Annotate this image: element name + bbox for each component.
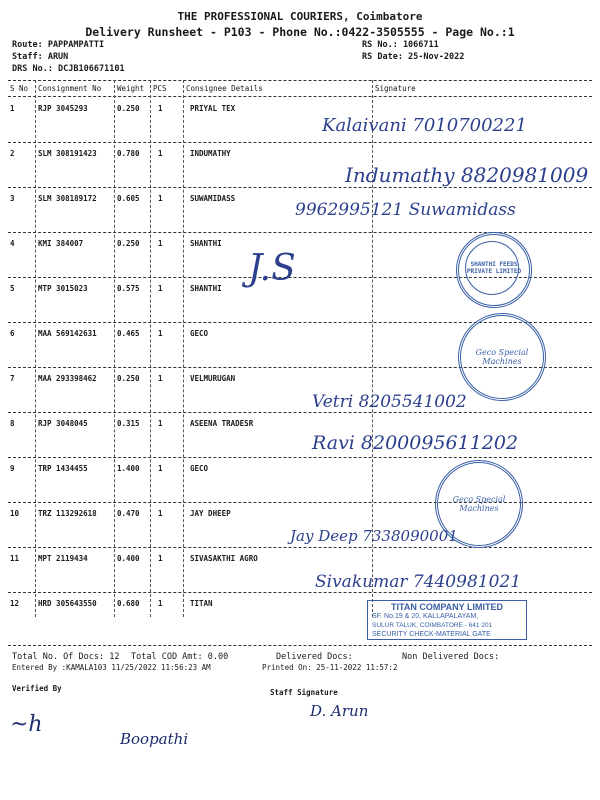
cell-cons: HRD 305643550 [38,599,97,608]
staff-signature-label: Staff Signature [270,688,338,697]
cell-name: SIVASAKTHI AGRO [190,554,258,563]
cell-sno: 7 [10,374,15,383]
rs-number: RS No.: 1066711 [362,40,439,50]
delivered-docs: Delivered Docs: [276,652,353,662]
staff: Staff: ARUN [12,52,69,62]
cell-wt: 0.680 [117,599,140,608]
cell-pcs: 1 [158,509,163,518]
cell-wt: 0.780 [117,149,140,158]
table-row [0,419,600,433]
cell-pcs: 1 [158,149,163,158]
col-weight: Weight [117,84,145,93]
cell-wt: 0.250 [117,374,140,383]
cell-wt: 0.575 [117,284,140,293]
cell-pcs: 1 [158,599,163,608]
cell-pcs: 1 [158,554,163,563]
col-consignment: Consignment No [38,84,102,93]
cell-wt: 0.605 [117,194,140,203]
cell-name: ASEENA TRADESR [190,419,254,428]
cell-pcs: 1 [158,239,163,248]
cell-cons: MAA 293398462 [38,374,97,383]
signature-row-8: Ravi 8200095611202 [312,432,519,454]
verifier-mark: ~h [10,712,43,737]
total-docs: Total No. Of Docs: 12 [12,652,120,662]
col-pcs: PCS [153,84,167,93]
row-divider [8,457,592,458]
signature-row-3: 9962995121 Suwamidass [295,200,516,220]
verified-by: Verified By [12,684,62,693]
cell-pcs: 1 [158,374,163,383]
row-divider [8,142,592,143]
cell-pcs: 1 [158,329,163,338]
geco-stamp-1: Geco Special Machines [458,313,546,401]
row-divider [8,547,592,548]
entered-by: Entered By :KAMALA103 11/25/2022 11:56:23 AM [12,663,211,672]
cell-wt: 1.400 [117,464,140,473]
cell-wt: 0.470 [117,509,140,518]
table-row [0,554,600,568]
route: Route: PAPPAMPATTI [12,40,105,50]
cell-wt: 0.465 [117,329,140,338]
cell-name: SHANTHI [190,284,222,293]
cell-pcs: 1 [158,194,163,203]
cell-cons: MPT 2119434 [38,554,88,563]
cell-sno: 3 [10,194,15,203]
cell-sno: 5 [10,284,15,293]
cell-sno: 12 [10,599,20,608]
cell-wt: 0.250 [117,239,140,248]
cell-name: TITAN [190,599,213,608]
col-sno: S No [10,84,29,93]
cell-name: JAY DHEEP [190,509,231,518]
cell-wt: 0.400 [117,554,140,563]
geco-stamp-2: Geco Special Machines [435,460,523,548]
signature-row-7: Vetri 8205541002 [312,392,467,412]
signature-row-2: Indumathy 8820981009 [345,163,589,187]
cell-pcs: 1 [158,464,163,473]
cell-cons: SLM 308189172 [38,194,97,203]
cell-cons: KMI 384007 [38,239,84,248]
cell-pcs: 1 [158,104,163,113]
row-divider [8,412,592,413]
cell-name: INDUMATHY [190,149,231,158]
cell-sno: 11 [10,554,20,563]
table-top-rule [8,80,592,81]
cell-pcs: 1 [158,284,163,293]
cell-cons: MTP 3015023 [38,284,88,293]
titan-stamp: TITAN COMPANY LIMITED SF. No.19 & 20, KALLAPALAYAM, SULUR TALUK, COIMBATORE - 641 201 SECURITY CHECK-MATERIAL GATE [367,600,527,640]
cell-wt: 0.315 [117,419,140,428]
non-delivered-docs: Non Delivered Docs: [402,652,500,662]
cell-sno: 8 [10,419,15,428]
cell-sno: 4 [10,239,15,248]
runsheet-title: THE PROFESSIONAL COURIERS, Coimbatore [177,10,423,23]
staff-signature: D. Arun [310,702,369,720]
cell-sno: 2 [10,149,15,158]
verifier-signature: Boopathi [120,730,189,748]
cell-name: VELMURUGAN [190,374,236,383]
rs-date: RS Date: 25-Nov-2022 [362,52,465,62]
table-row [0,149,600,163]
cell-name: GECO [190,329,209,338]
signature-row-4: J.S [248,248,296,289]
cell-cons: RJP 3048045 [38,419,88,428]
cell-sno: 10 [10,509,20,518]
table-header-rule [8,96,592,97]
cell-name: GECO [190,464,209,473]
table-bottom-rule [8,645,592,646]
cell-sno: 9 [10,464,15,473]
cell-pcs: 1 [158,419,163,428]
row-divider [8,592,592,593]
cell-cons: TRP 1434455 [38,464,88,473]
col-signature: Signature [375,84,416,93]
signature-row-10: Jay Deep 7338090001 [290,527,458,545]
shanthi-feeds-stamp: SHANTHI FEEDS PRIVATE LIMITED [456,232,532,308]
cell-cons: MAA 569142631 [38,329,97,338]
runsheet-subtitle: Delivery Runsheet - P103 - Phone No.:0422-3505555 - Page No.:1 [85,25,515,39]
cell-sno: 1 [10,104,15,113]
cell-cons: SLM 308191423 [38,149,97,158]
drs-number: DRS No.: DCJB106671101 [12,64,125,74]
cell-cons: TRZ 113292618 [38,509,97,518]
cell-cons: RJP 3045293 [38,104,88,113]
cell-name: SHANTHI [190,239,222,248]
signature-row-11: Sivakumar 7440981021 [315,572,522,592]
signature-row-1: Kalaivani 7010700221 [322,115,527,136]
total-cod: Total COD Amt: 0.00 [131,652,229,662]
printed-on: Printed On: 25-11-2022 11:57:2 [262,663,398,672]
row-divider [8,187,592,188]
cell-wt: 0.250 [117,104,140,113]
cell-sno: 6 [10,329,15,338]
cell-name: SUWAMIDASS [190,194,236,203]
col-consignee: Consignee Details [186,84,263,93]
cell-name: PRIYAL TEX [190,104,236,113]
